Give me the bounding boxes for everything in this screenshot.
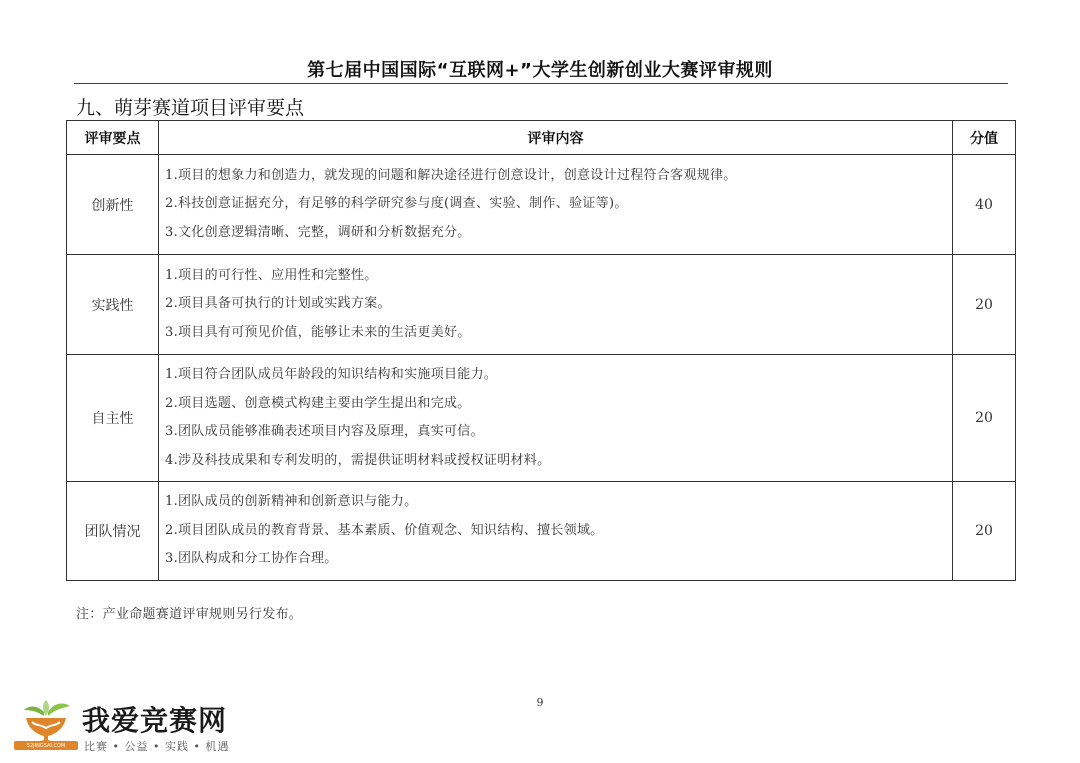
review-point: 创新性 bbox=[67, 155, 159, 255]
header-review-content: 评审内容 bbox=[159, 121, 953, 155]
review-point: 自主性 bbox=[67, 355, 159, 482]
header-review-point: 评审要点 bbox=[67, 121, 159, 155]
review-content bbox=[159, 155, 953, 255]
section-heading: 九、萌芽赛道项目评审要点 bbox=[76, 97, 305, 119]
content-line: 2.科技创意证据充分，有足够的科学研究参与度(调查、实验、制作、验证等)。 bbox=[165, 196, 628, 212]
document-title: 第七届中国国际“互联网+”大学生创新创业大赛评审规则 bbox=[307, 60, 773, 81]
table-row bbox=[67, 255, 1016, 355]
logo-slogan: 比赛 • 公益 • 实践 • 机遇 bbox=[84, 740, 230, 753]
content-line: 1.项目的可行性、应用性和完整性。 bbox=[165, 267, 378, 283]
page-number: 9 bbox=[536, 696, 544, 709]
content-line: 3.团队成员能够准确表述项目内容及原理，真实可信。 bbox=[165, 424, 484, 439]
content-line: 1.项目符合团队成员年龄段的知识结构和实施项目能力。 bbox=[165, 367, 498, 382]
content-line: 4.涉及科技成果和专利发明的，需提供证明材料或授权证明材料。 bbox=[165, 452, 551, 468]
header-score: 分值 bbox=[953, 121, 1016, 155]
table-row bbox=[67, 155, 1016, 255]
table-header-row bbox=[67, 121, 1016, 155]
score-value: 20 bbox=[953, 482, 1016, 581]
review-point: 实践性 bbox=[67, 255, 159, 355]
table-row bbox=[67, 482, 1016, 581]
content-line: 1.项目的想象力和创造力，就发现的问题和解决途径进行创意设计，创意设计过程符合客观规律。 bbox=[165, 167, 737, 183]
score-value: 20 bbox=[953, 355, 1016, 482]
table-row bbox=[67, 355, 1016, 482]
content-line: 2.项目团队成员的教育背景、基本素质、价值观念、知识结构、擅长领域。 bbox=[165, 522, 604, 538]
footnote: 注：产业命题赛道评审规则另行发布。 bbox=[76, 607, 303, 622]
review-content bbox=[159, 355, 953, 482]
title-divider bbox=[74, 83, 1008, 84]
logo-name: 我爱竞赛网 bbox=[82, 704, 228, 737]
content-line: 2.项目选题、创意模式构建主要由学生提出和完成。 bbox=[165, 395, 471, 411]
review-content bbox=[159, 255, 953, 355]
review-rules-table bbox=[66, 120, 1016, 581]
content-line: 2.项目具备可执行的计划或实践方案。 bbox=[165, 296, 391, 312]
content-line: 3.文化创意逻辑清晰、完整，调研和分析数据充分。 bbox=[165, 224, 471, 240]
review-point: 团队情况 bbox=[67, 482, 159, 581]
logo-domain: 52JINGSAI.COM bbox=[26, 743, 66, 749]
score-value: 20 bbox=[953, 255, 1016, 355]
review-content bbox=[159, 482, 953, 581]
content-line: 3.团队构成和分工协作合理。 bbox=[165, 551, 338, 566]
score-value: 40 bbox=[953, 155, 1016, 255]
content-line: 3.项目具有可预见价值，能够让未来的生活更美好。 bbox=[165, 324, 471, 340]
content-line: 1.团队成员的创新精神和创新意识与能力。 bbox=[165, 494, 418, 509]
